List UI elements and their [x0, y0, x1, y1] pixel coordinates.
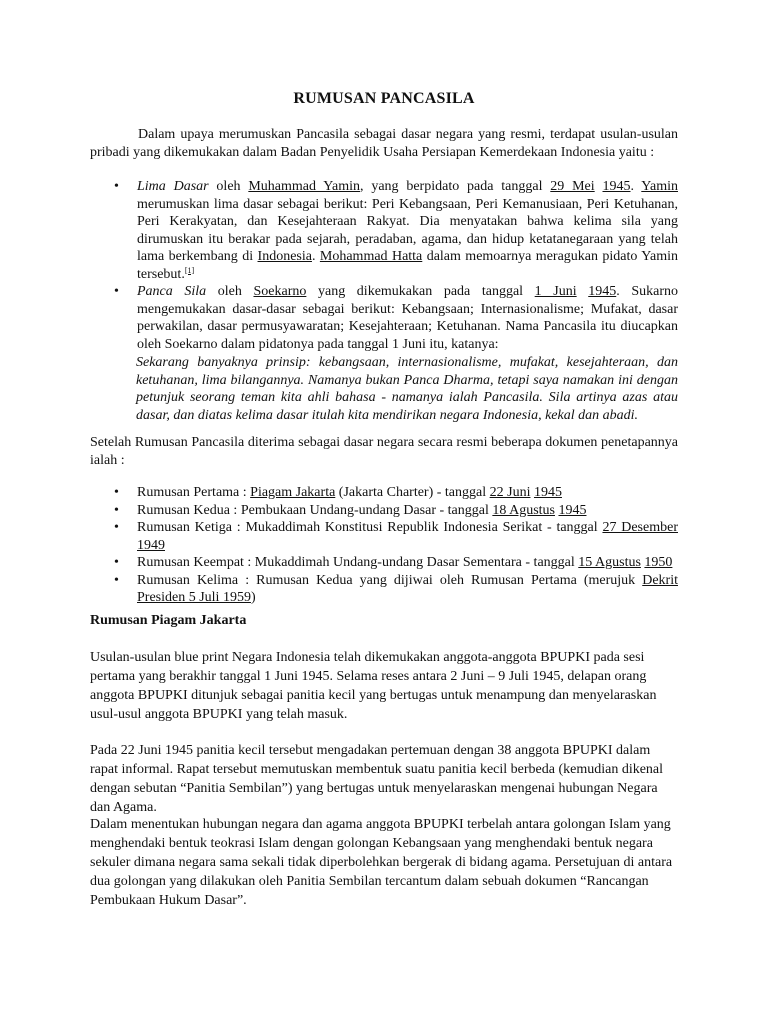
list-item-lima-dasar: • Lima Dasar oleh Muhammad Yamin, yang berpidato pada tanggal 29 Mei 1945. Yamin merumuskan lima dasar sebagai berikut: Peri Kebangsaan, Peri Kemanusiaan, Peri Ketuhanan, Peri Kerakyatan, dan Kesejahteraan Rakyat. Dia menyatakan bahwa kelima sila yang dirumuskan itu berakar pada sejarah, peradaban, agama, dan hidup ketatanegaraan yang telah lama berkembang di Indonesia. Mohammad Hatta dalam memoarnya meragukan pidato Yamin tersebut.[1] — [114, 179, 678, 282]
intro-paragraph: Dalam upaya merumuskan Pancasila sebagai dasar negara yang resmi, terdapat usulan-usulan pribadi yang dikemukakan dalam Badan Penyelidik Usaha Persiapan Kemerdekaan Indonesia yaitu : — [90, 127, 678, 160]
link-muhammad-yamin[interactable]: Muhammad Yamin — [248, 179, 360, 194]
list-item-rumusan-kelima: • Rumusan Kelima : Rumusan Kedua yang dijiwai oleh Rumusan Pertama (merujuk Dekrit Presiden 5 Juli 1959) — [114, 572, 678, 605]
link-18-agustus[interactable]: 18 Agustus — [492, 502, 555, 518]
link-soekarno[interactable]: Soekarno — [253, 284, 307, 299]
quote-block: Sekarang banyaknya prinsip: kebangsaan, internasionalisme, mufakat, kesejahteraan, dan ketuhanan, lima bilangannya. Namanya bukan Panca Dharma, tetapi saya namakan ini dengan petunjuk seorang teman kita ahli bahasa - namanya ialah Pancasila. Sila artinya azas atau dasar, dan diatas kelima dasar itulah kita mendirikan negara Indonesia, kekal dan abadi. — [136, 355, 678, 423]
link-yamin[interactable]: Yamin — [641, 179, 678, 194]
link-27-desember[interactable]: 27 Desember — [602, 520, 678, 535]
list-item-rumusan-ketiga: • Rumusan Ketiga : Mukaddimah Konstitusi Republik Indonesia Serikat - tanggal 27 Desember 1949 — [114, 520, 678, 553]
bullet-icon: • — [114, 520, 119, 535]
link-1945[interactable]: 1945 — [558, 502, 587, 518]
link-dekrit-presiden[interactable]: Dekrit Presiden 5 Juli 1959 — [137, 572, 678, 605]
link-22-juni[interactable]: 22 Juni — [489, 485, 531, 500]
paragraph-2: Pada 22 Juni 1945 panitia kecil tersebut mengadakan pertemuan dengan 38 anggota BPUPKI dalam rapat informal. Rapat tersebut memutuskan membentuk suatu panitia kecil berbeda (kemudian dikenal dengan sebutan “Panitia Sembilan”) yang bertugas untuk menyelaraskan mengenai hubungan Negara dan Agama. — [90, 743, 664, 815]
list-item-rumusan-pertama: • Rumusan Pertama : Piagam Jakarta (Jakarta Charter) - tanggal 22 Juni 1945 — [114, 485, 562, 500]
list-item-rumusan-keempat: • Rumusan Keempat : Mukaddimah Undang-undang Dasar Sementara - tanggal 15 Agustus 1950 — [114, 555, 673, 570]
list-item-rumusan-kedua: • Rumusan Kedua : Pembukaan Undang-undang Dasar - tanggal 18 Agustus 1945 — [114, 502, 587, 518]
paragraph-3: Dalam menentukan hubungan negara dan agama anggota BPUPKI terbelah antara golongan Islam yang menghendaki bentuk teokrasi Islam dengan golongan Kebangsaan yang menghendaki bentuk negara sekuler dimana negara sama sekali tidak diperbolehkan bergerak di bidang agama. Persetujuan di antara dua golongan yang dilakukan oleh Panitia Sembilan tercantum dalam sebuah dokumen “Rancangan Pembukaan Hukum Dasar”. — [90, 817, 673, 908]
bullet-icon: • — [114, 555, 119, 570]
documents-list — [90, 484, 678, 607]
link-indonesia[interactable]: Indonesia — [257, 249, 312, 264]
link-1945[interactable]: 1945 — [588, 284, 617, 299]
bullet-icon: • — [114, 502, 119, 518]
bullet-icon: • — [114, 179, 119, 194]
page-title: RUMUSAN PANCASILA — [293, 90, 475, 107]
term-panca-sila: Panca Sila — [137, 284, 207, 299]
link-1950[interactable]: 1950 — [644, 555, 673, 570]
bullet-icon: • — [114, 485, 119, 500]
link-1-juni[interactable]: 1 Juni — [534, 284, 577, 299]
link-1949[interactable]: 1949 — [137, 537, 165, 553]
bullet-icon: • — [114, 572, 119, 588]
footnote-ref-1[interactable]: [1] — [184, 265, 195, 275]
bullet-icon: • — [114, 284, 119, 299]
section-heading: Rumusan Piagam Jakarta — [90, 613, 247, 628]
link-1945[interactable]: 1945 — [602, 179, 631, 194]
list-item-panca-sila: • Panca Sila oleh Soekarno yang dikemukakan pada tanggal 1 Juni 1945. Sukarno mengemukakan dasar-dasar sebagai berikut: Kebangsaan; Internasionalisme; Mufakat, dasar perwakilan, dasar permusyawaratan; Kesejahteraan; Ketuhanan. Nama Pancasila itu diucapkan oleh Soekarno dalam pidatonya pada tanggal 1 Juni itu, katanya: — [114, 284, 679, 352]
paragraph-1: Usulan-usulan blue print Negara Indonesia telah dikemukakan anggota-anggota BPUPKI pada sesi pertama yang berakhir tanggal 1 Juni 1945. Selama reses antara 2 Juni – 9 Juli 1945, delapan orang anggota BPUPKI ditunjuk sebagai panitia kecil yang bertugas untuk menampung dan menyelaraskan usul-usul anggota BPUPKI yang telah masuk. — [90, 650, 657, 722]
link-1945[interactable]: 1945 — [533, 485, 562, 500]
link-15-agustus[interactable]: 15 Agustus — [578, 555, 641, 570]
link-piagam-jakarta[interactable]: Piagam Jakarta — [250, 485, 336, 500]
link-29-mei[interactable]: 29 Mei — [550, 179, 595, 194]
after-paragraph: Setelah Rumusan Pancasila diterima sebagai dasar negara secara resmi beberapa dokumen penetapannya ialah : — [90, 435, 678, 468]
proposals-list — [90, 178, 678, 353]
link-mohammad-hatta[interactable]: Mohammad Hatta — [319, 249, 423, 264]
term-lima-dasar: Lima Dasar — [137, 179, 209, 194]
